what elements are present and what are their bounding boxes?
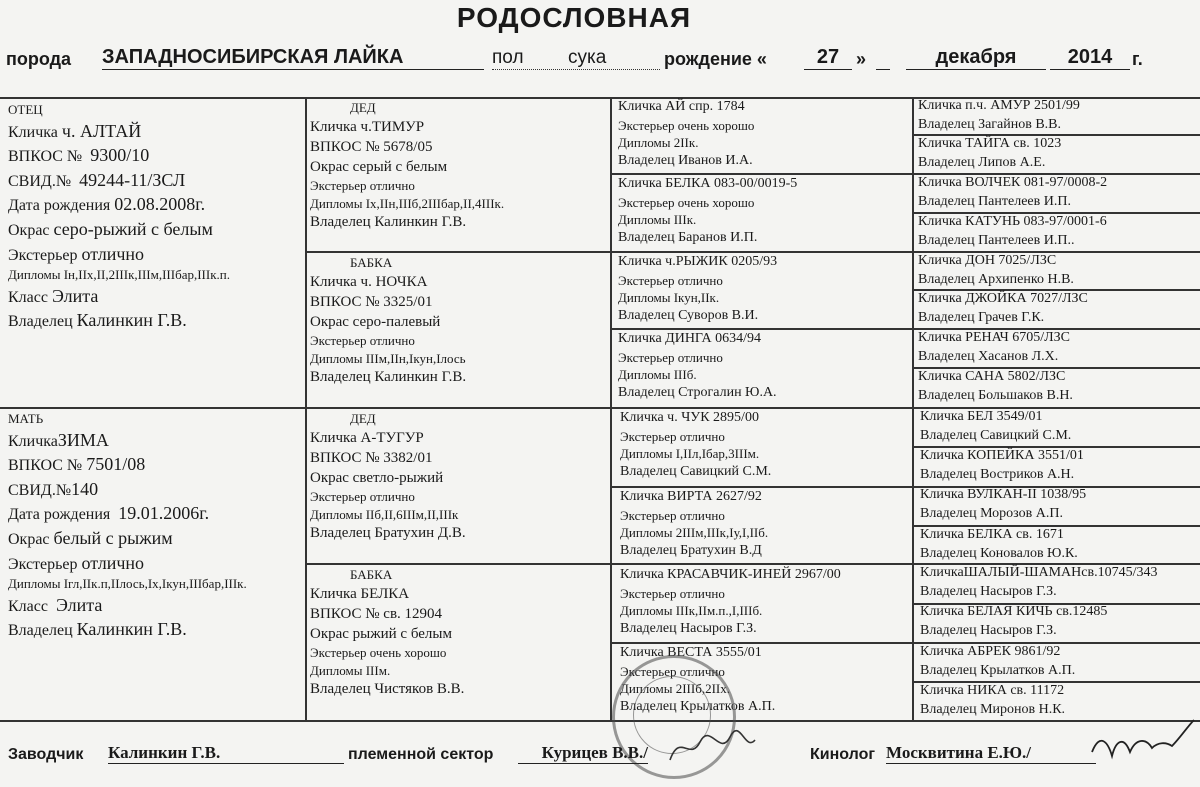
ggg-owner: Владелец Морозов А.П.	[920, 505, 1063, 521]
grandparent-line: Дипломы IIб,II,6IIIм,II,IIIк	[310, 506, 459, 522]
father-cell	[8, 101, 230, 333]
great-grandparent-cell	[618, 98, 754, 171]
gg-line: Кличка БЕЛКА 083-00/0019-5	[618, 176, 798, 191]
grandparent-cell	[310, 99, 504, 233]
grandparent-line: Владелец Калинкин Г.В.	[310, 214, 467, 231]
birth-year: 2014	[1050, 46, 1130, 70]
gg-line: Экстерьер отлично	[620, 663, 725, 679]
ggg-cell	[920, 564, 1158, 602]
grandparent-line: Окрас рыжий с белым	[310, 626, 452, 643]
sex-field	[492, 47, 660, 70]
breeder-label: Заводчик	[8, 746, 84, 763]
grandparent-line: Владелец Братухин Д.В.	[310, 525, 466, 542]
gg-line: Владелец Суворов В.И.	[618, 307, 759, 323]
grandparent-line: Экстерьер очень хорошо	[310, 645, 447, 661]
grandparent-line: Окрас серый с белым	[310, 159, 448, 176]
father-name: Кличка ч. АЛТАЙ	[8, 120, 142, 141]
father-vpkos: ВПКОС № 9300/10	[8, 145, 150, 166]
mother-svid: СВИД.№140	[8, 478, 99, 499]
cynologist-label: Кинолог	[810, 746, 876, 763]
sector-value: Курицев В.В./	[518, 743, 648, 764]
ggg-owner: Владелец Загайнов В.В.	[918, 116, 1062, 132]
footer	[8, 738, 1198, 768]
ggg-owner: Владелец Насыров Г.З.	[920, 583, 1057, 599]
grandparent-caption: ДЕД	[350, 100, 376, 115]
gg-line: Владелец Иванов И.А.	[618, 152, 753, 168]
ggg-name: Кличка САНА 5802/ЛЗС	[918, 369, 1066, 384]
gg-line: Экстерьер отлично	[620, 428, 725, 444]
gg-line: Дипломы IIIк.	[618, 212, 697, 228]
ggg-cell	[918, 97, 1080, 135]
mother-cell	[8, 410, 247, 642]
cynologist-signature	[1086, 712, 1198, 772]
document-title: РОДОСЛОВНАЯ	[456, 2, 692, 33]
birth-day: 27	[804, 46, 852, 70]
gg-line: Дипломы IIIб.	[618, 367, 697, 383]
great-grandparent-cell	[618, 253, 777, 326]
breed-value: ЗАПАДНОСИБИРСКАЯ ЛАЙКА	[102, 46, 484, 70]
birth-gap	[876, 48, 890, 70]
ggg-name: Кличка БЕЛ 3549/01	[920, 409, 1043, 424]
grandparent-line: Кличка А-ТУГУР	[310, 429, 424, 446]
grandparent-line: Дипломы Iх,IIн,IIIб,2IIIбар,II,4IIIк.	[310, 195, 505, 211]
gg-line: Кличка ч.РЫЖИК 0205/93	[618, 254, 778, 269]
father-exterior: Экстерьер отлично	[8, 243, 145, 264]
gg-line: Владелец Насыров Г.З.	[620, 620, 757, 636]
cynologist-value: Москвитина Е.Ю./	[886, 743, 1096, 764]
birth-label: рождение «	[664, 49, 767, 69]
ggg-cell	[918, 368, 1073, 406]
great-grandparent-cell	[618, 175, 797, 248]
ggg-cell	[918, 213, 1107, 251]
gg-line: Кличка ч. ЧУК 2895/00	[620, 410, 759, 425]
ggg-owner: Владелец Коновалов Ю.К.	[920, 545, 1078, 561]
gg-line: Дипломы IIIк,IIм.п.,I,IIIб.	[620, 603, 763, 619]
mother-vpkos: ВПКОС № 7501/08	[8, 454, 146, 475]
sector-label: племенной сектор	[348, 746, 494, 763]
grandparent-cell	[310, 566, 464, 700]
gg-line: Владелец Братухин В.Д	[620, 542, 762, 558]
gg-line: Экстерьер очень хорошо	[618, 117, 755, 133]
mother-class: Класс Элита	[8, 594, 103, 615]
ggg-name: Кличка ТАЙГА св. 1023	[918, 136, 1062, 151]
ggg-name: Кличка КОПЕЙКА 3551/01	[920, 448, 1084, 463]
year-suffix: г.	[1132, 49, 1143, 69]
breed-label: порода	[6, 49, 72, 69]
father-class: Класс Элита	[8, 285, 99, 306]
ggg-name: Кличка БЕЛКА св. 1671	[920, 527, 1064, 542]
ggg-name: КличкаШАЛЫЙ-ШАМАНсв.10745/343	[920, 565, 1158, 580]
sex-label: пол	[492, 47, 524, 68]
grandparent-line: ВПКОС № 5678/05	[310, 138, 433, 155]
grandparent-caption: БАБКА	[350, 567, 393, 582]
ggg-owner: Владелец Востриков А.Н.	[920, 466, 1075, 482]
father-svid: СВИД.№ 49244-11/ЗСЛ	[8, 169, 186, 190]
ggg-name: Кличка АБРЕК 9861/92	[920, 644, 1061, 659]
mother-exterior: Экстерьер отлично	[8, 552, 145, 573]
ggg-owner: Владелец Большаков В.Н.	[918, 387, 1073, 403]
great-grandparent-cell	[620, 409, 771, 482]
father-dob: Дата рождения 02.08.2008г.	[8, 194, 206, 215]
ggg-owner: Владелец Пантелеев И.П.	[918, 193, 1071, 209]
ggg-cell	[918, 174, 1107, 212]
pedigree-grid	[0, 97, 1200, 721]
grandparent-line: Экстерьер отлично	[310, 178, 415, 194]
great-grandparent-cell	[620, 488, 768, 561]
grandparent-line: Окрас светло-рыжий	[310, 470, 444, 487]
gg-line: Экстерьер отлично	[620, 507, 725, 523]
grandparent-line: Дипломы IIIм,IIн,Iкун,Iлось	[310, 350, 466, 366]
gg-line: Экстерьер отлично	[618, 272, 723, 288]
gg-line: Владелец Крылатков А.П.	[620, 698, 776, 714]
gg-line: Кличка КРАСАВЧИК-ИНЕЙ 2967/00	[620, 567, 841, 582]
gg-line: Дипломы 2IIк.	[618, 135, 699, 151]
ggg-cell	[920, 408, 1071, 446]
grandparent-line: Владелец Чистяков В.В.	[310, 681, 465, 698]
gg-line: Кличка АЙ спр. 1784	[618, 99, 745, 114]
grandparent-line: ВПКОС № 3325/01	[310, 293, 433, 310]
gg-line: Экстерьер отлично	[620, 585, 725, 601]
ggg-name: Кличка ДОН 7025/ЛЗС	[918, 253, 1057, 268]
ggg-name: Кличка ДЖОЙКА 7027/ЛЗС	[918, 291, 1088, 306]
ggg-owner: Владелец Липов А.Е.	[918, 154, 1046, 170]
ggg-cell	[920, 447, 1084, 485]
sex-value: сука	[568, 47, 607, 68]
grandparent-line: Кличка БЕЛКА	[310, 585, 410, 602]
ggg-cell	[918, 329, 1070, 367]
ggg-cell	[920, 486, 1086, 524]
ggg-owner: Владелец Савицкий С.М.	[920, 427, 1072, 443]
grandparent-line: Дипломы IIIм.	[310, 662, 391, 678]
ggg-cell	[918, 252, 1074, 290]
ggg-name: Кличка КАТУНЬ 083-97/0001-6	[918, 214, 1107, 229]
mother-caption: МАТЬ	[8, 411, 44, 426]
gg-line: Кличка ВИРТА 2627/92	[620, 489, 762, 504]
mother-color: Окрас белый с рыжим	[8, 527, 173, 548]
ggg-name: Кличка ВУЛКАН-II 1038/95	[920, 487, 1087, 502]
grandparent-line: ВПКОС № 3382/01	[310, 449, 433, 466]
ggg-owner: Владелец Миронов Н.К.	[920, 701, 1066, 717]
ggg-owner: Владелец Хасанов Л.Х.	[918, 348, 1059, 364]
ggg-owner: Владелец Архипенко Н.В.	[918, 271, 1074, 287]
grandparent-line: Кличка ч.ТИМУР	[310, 118, 425, 135]
gg-line: Кличка ДИНГА 0634/94	[618, 331, 762, 346]
grandparent-caption: БАБКА	[350, 255, 393, 270]
grandparent-line: Экстерьер отлично	[310, 489, 415, 505]
grandparent-line: ВПКОС № св. 12904	[310, 605, 443, 622]
gg-line: Экстерьер отлично	[618, 349, 723, 365]
gg-line: Дипломы I,IIл,Iбар,3IIIм.	[620, 446, 760, 462]
header-row	[6, 42, 1186, 72]
father-color: Окрас серо-рыжий с белым	[8, 218, 213, 239]
grandparent-line: Кличка ч. НОЧКА	[310, 273, 428, 290]
ggg-cell	[920, 603, 1107, 641]
ggg-name: Кличка п.ч. АМУР 2501/99	[918, 98, 1080, 113]
ggg-cell	[920, 643, 1075, 681]
ggg-owner: Владелец Крылатков А.П.	[920, 662, 1076, 678]
sector-signature	[660, 722, 760, 772]
grandparent-cell	[310, 254, 466, 388]
mother-owner: Владелец Калинкин Г.В.	[8, 619, 187, 640]
father-caption: ОТЕЦ	[8, 102, 43, 117]
birth-month: декабря	[906, 46, 1046, 70]
mother-diplomas: Дипломы Iгл,IIк.п,IIлось,Iх,Iкун,IIIбар,IIIк.	[8, 576, 247, 592]
gg-line: Владелец Савицкий С.М.	[620, 463, 772, 479]
ggg-name: Кличка БЕЛАЯ КИЧЬ св.12485	[920, 604, 1108, 619]
grandparent-caption: ДЕД	[350, 411, 376, 426]
grandparent-cell	[310, 410, 466, 544]
ggg-name: Кличка НИКА св. 11172	[920, 683, 1065, 698]
ggg-cell	[920, 682, 1065, 720]
ggg-name: Кличка РЕНАЧ 6705/ЛЗС	[918, 330, 1070, 345]
ggg-name: Кличка ВОЛЧЕК 081-97/0008-2	[918, 175, 1108, 190]
grandparent-line: Владелец Калинкин Г.В.	[310, 369, 467, 386]
mother-name: КличкаЗИМА	[8, 429, 109, 450]
grandparent-line: Окрас серо-палевый	[310, 314, 441, 331]
gg-line: Владелец Строгалин Ю.А.	[618, 384, 777, 400]
gg-line: Дипломы 2IIIб,2IIх.	[620, 681, 730, 697]
father-diplomas: Дипломы Iн,IIх,II,2IIIк,IIIм,IIIбар,IIIк.п.	[8, 267, 230, 283]
gg-line: Владелец Баранов И.П.	[618, 229, 758, 245]
gg-line: Кличка ВЕСТА 3555/01	[620, 645, 762, 660]
grandparent-line: Экстерьер отлично	[310, 333, 415, 349]
ggg-cell	[918, 135, 1061, 173]
great-grandparent-cell	[620, 566, 841, 639]
ggg-cell	[920, 526, 1078, 564]
gg-line: Дипломы 2IIIм,IIIк,Iу,I,IIб.	[620, 525, 769, 541]
breeder-value: Калинкин Г.В.	[108, 743, 344, 764]
mother-dob: Дата рождения 19.01.2006г.	[8, 503, 210, 524]
ggg-owner: Владелец Грачев Г.К.	[918, 309, 1045, 325]
great-grandparent-cell	[618, 330, 777, 403]
ggg-owner: Владелец Пантелеев И.П..	[918, 232, 1075, 248]
birth-quote: »	[856, 49, 867, 69]
father-owner: Владелец Калинкин Г.В.	[8, 310, 187, 331]
gg-line: Дипломы Iкун,IIк.	[618, 290, 720, 306]
ggg-owner: Владелец Насыров Г.З.	[920, 622, 1057, 638]
gg-line: Экстерьер очень хорошо	[618, 194, 755, 210]
ggg-cell	[918, 290, 1088, 328]
